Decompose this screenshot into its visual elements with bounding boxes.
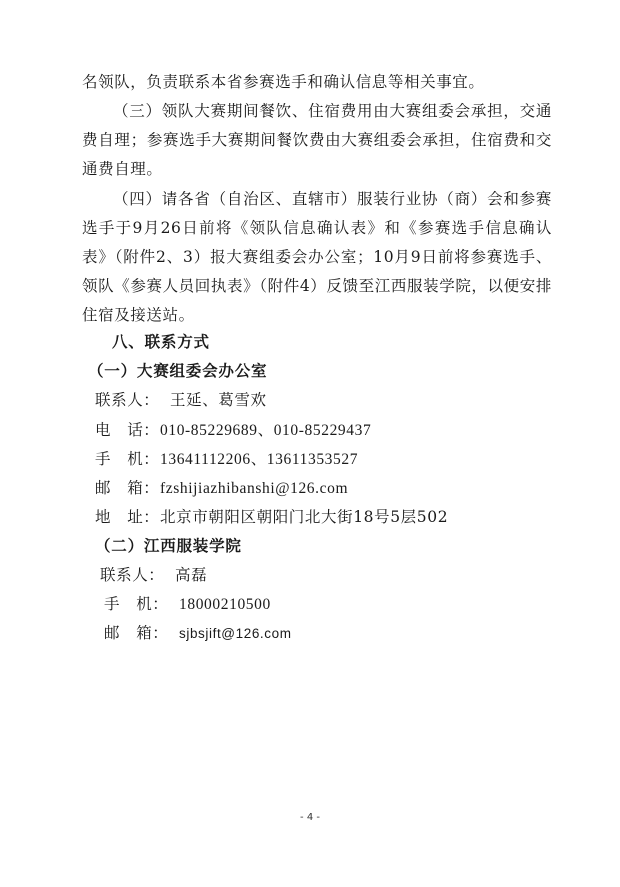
office-contact-value: 王延、葛雪欢 — [170, 391, 267, 409]
college-contact-label: 联系人： — [100, 566, 165, 584]
office-phone-label: 电 话： — [95, 421, 160, 439]
college-contact-person — [100, 563, 207, 585]
office-address-label: 地 址： — [95, 508, 160, 526]
college-heading: （二）江西服装学院 — [95, 537, 242, 555]
office-mobile-value: 13641112206、13611353527 — [160, 451, 359, 468]
page-number: - 4 - — [300, 812, 320, 823]
office-address — [95, 505, 448, 527]
college-mobile — [104, 592, 271, 614]
section-title-contact: 八、联系方式 — [112, 333, 210, 351]
college-mobile-label: 手 机： — [104, 595, 169, 613]
office-mobile-label: 手 机： — [95, 450, 160, 468]
office-phone — [95, 418, 371, 440]
college-mobile-value: 18000210500 — [179, 596, 271, 613]
college-email-value: sjbsjift@126.com — [179, 626, 292, 641]
paragraph-expenses: （三）领队大赛期间餐饮、住宿费用由大赛组委会承担，交通费自理；参赛选手大赛期间餐饮费由大赛组委会承担，住宿费和交通费自理。 — [82, 102, 552, 178]
office-phone-value: 010-85229689、010-85229437 — [160, 422, 372, 439]
office-contact-person — [95, 388, 267, 410]
college-email — [104, 621, 292, 643]
office-address-value: 北京市朝阳区朝阳门北大街18号5层502 — [160, 508, 449, 526]
college-contact-value: 高磊 — [175, 566, 208, 584]
office-email-value: fzshijiazhibanshi@126.com — [160, 480, 349, 497]
office-heading: （一）大赛组委会办公室 — [88, 362, 268, 380]
paragraph-submission: （四）请各省（自治区、直辖市）服装行业协（商）会和参赛选手于9月26日前将《领队信息确认表》和《参赛选手信息确认表》（附件2、3）报大赛组委会办公室；10月9日前将参赛选手、领队《参赛人员回执表》（附件4）反馈至江西服装学院，以便安排住宿及接送站。 — [82, 190, 552, 324]
office-email-label: 邮 箱： — [95, 479, 160, 497]
office-email — [95, 476, 348, 498]
college-email-label: 邮 箱： — [104, 624, 169, 642]
office-contact-label: 联系人： — [95, 391, 160, 409]
paragraph-leader-duties: 名领队，负责联系本省参赛选手和确认信息等相关事宜。 — [82, 73, 485, 91]
office-mobile — [95, 447, 358, 469]
